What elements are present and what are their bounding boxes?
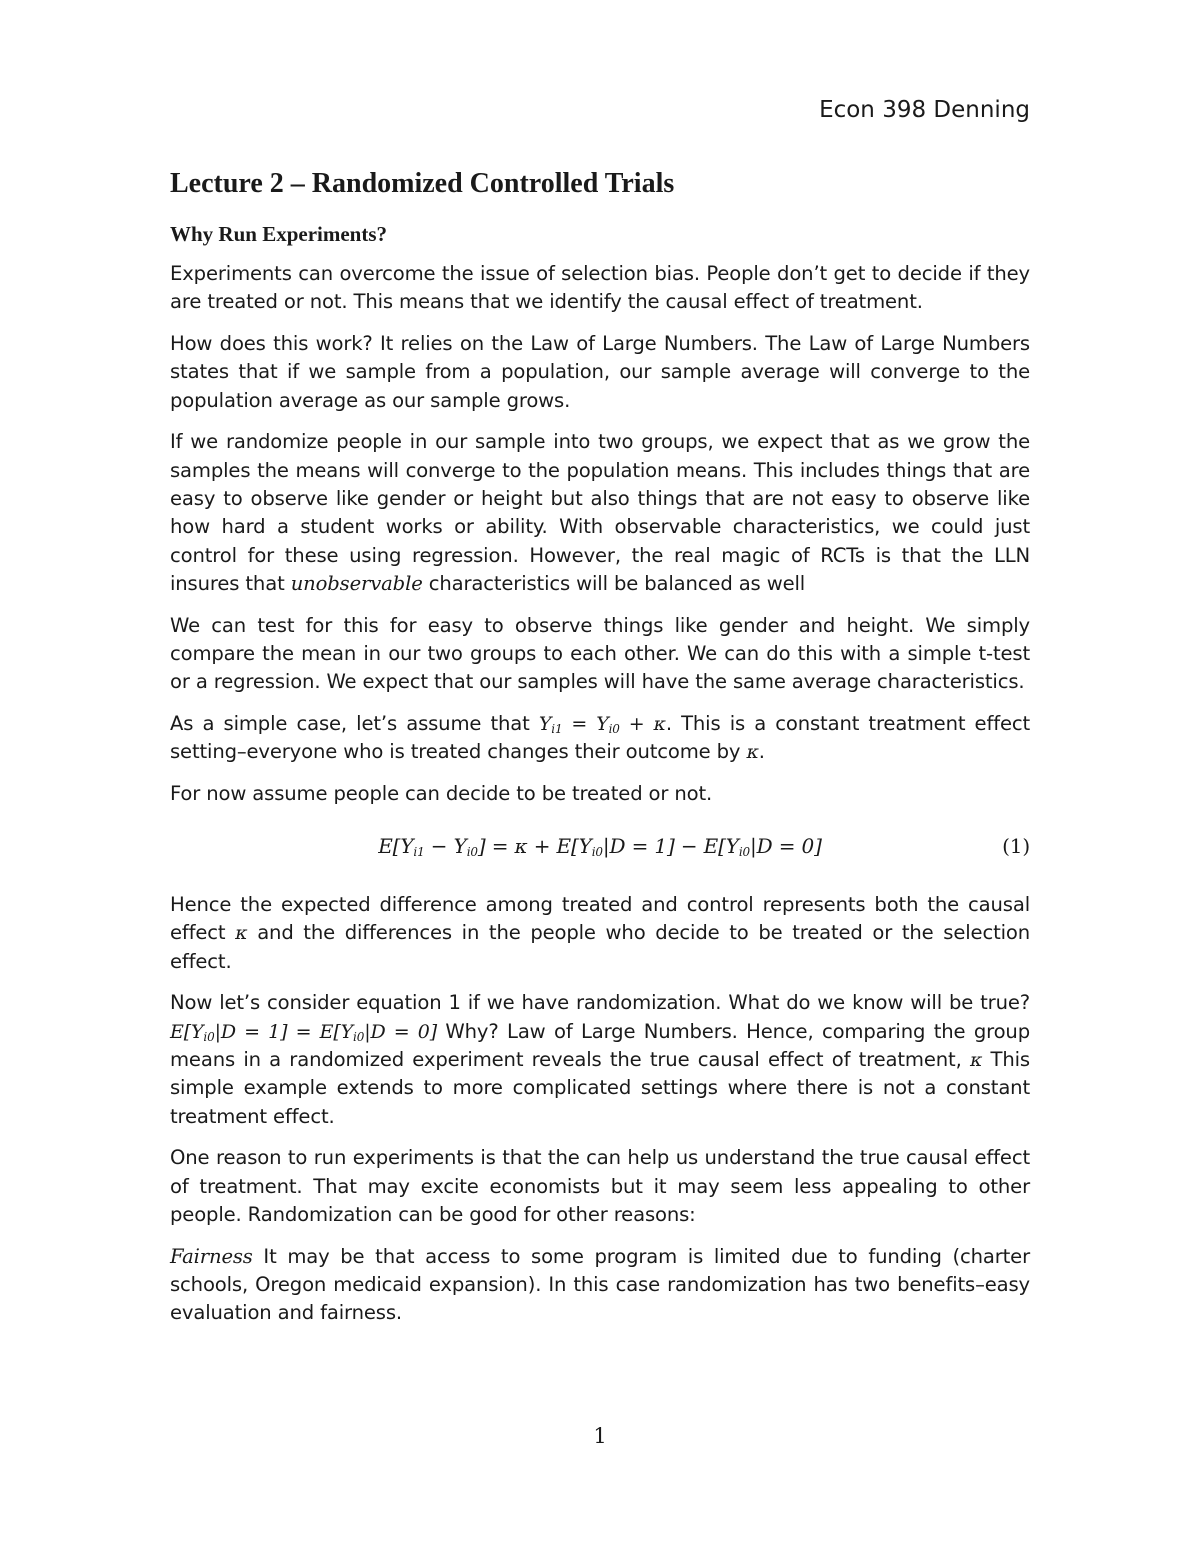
paragraph-3-text-a: If we randomize people in our sample into two groups, we expect that as we grow the samples the means will converge to the population means. This includes things that are easy to observe like gender or height but also things that are not easy to observe like how hard a student works or ability. With observable characteristics, we could just control for these using regression. However, the real magic of RCTs is that the LLN insures that [170,430,1030,595]
paragraph-2: How does this work? It relies on the Law of Large Numbers. The Law of Large Numbers states that if we sample from a population, our sample average will converge to the population average as our sample grows. [170,332,1030,412]
equation-1-body: $E[Y_{i1} - Y_{i0}] = \kappa + E[Y_{i0}|D = 1] - E[Y_{i0}|D = 0]$ [378,834,822,860]
paragraph-5-text-b: . This is a constant treatment effect setting–everyone who is treated changes their outcome by [170,712,1031,764]
paragraph-5: As a simple case, let’s assume that $Y_{i1} = Y_{i0} + \kappa$. This is a constant treatment effect setting–everyone who is treated changes their outcome by κ. [170,712,1031,764]
inline-math-kappa: κ [746,741,759,764]
unobservable-emphasis: unobservable [290,571,423,595]
equation-number: (1) [1002,834,1030,859]
body-text [170,260,1030,1341]
page-number: 1 [593,1424,607,1448]
section-heading: Why Run Experiments? [170,222,388,246]
paragraph-9: One reason to run experiments is that the can help us understand the true causal effect of treatment. That may excite economists but it may seem less appealing to other people. Randomization can be good for other reasons: [170,1146,1030,1227]
paragraph-10: Fairness It may be that access to some program is limited due to funding (charter schools, Oregon medicaid expansion). In this case randomization has two benefits–easy evaluation and fairness. [170,1244,1030,1325]
paragraph-3-text-b: characteristics will be balanced as well [422,571,806,595]
inline-math-assumption: $Y_{i1} = Y_{i0} + \kappa$ [538,713,666,737]
lecture-title: Lecture 2 – Randomized Controlled Trials [170,168,675,199]
paragraph-8: Now let’s consider equation 1 if we have randomization. What do we know will be true? $E[Y_{i0}|D = 1] = E[Y_{i0}|D = 0]$ Why? Law of Large Numbers. Hence, comparing the group means in a randomized experiment reveals the true causal effect of treatment, κ This simple example extends to more complicated settings where there is not a constant treatment effect. [170,991,1030,1128]
paragraph-1: Experiments can overcome the issue of selection bias. People don’t get to decide if they are treated or not. This means that we identify the causal effect of treatment. [170,262,1030,314]
paragraph-4: We can test for this for easy to observe things like gender and height. We simply compare the mean in our two groups to each other. We can do this with a simple t-test or a regression. We expect that our samples will have the same average characteristics. [170,613,1030,694]
inline-math-kappa: κ [235,922,248,945]
paragraph-6: For now assume people can decide to be treated or not. [170,782,713,806]
inline-math-kappa: κ [969,1049,983,1072]
equation-1 [170,822,1030,878]
document-page [170,0,1030,1553]
inline-math-balance: $E[Y_{i0}|D = 1] = E[Y_{i0}|D = 0]$ [170,1020,437,1044]
paragraph-5-text-a: As a simple case, let’s assume that [170,712,539,736]
fairness-emphasis: Fairness [170,1244,253,1268]
paragraph-3 [170,428,1030,598]
running-header: Econ 398 Denning [819,97,1030,123]
paragraph-7: Hence the expected difference among treated and control represents both the causal effect κ and the differences in the people who decide to be treated or the selection effect. [170,893,1030,973]
